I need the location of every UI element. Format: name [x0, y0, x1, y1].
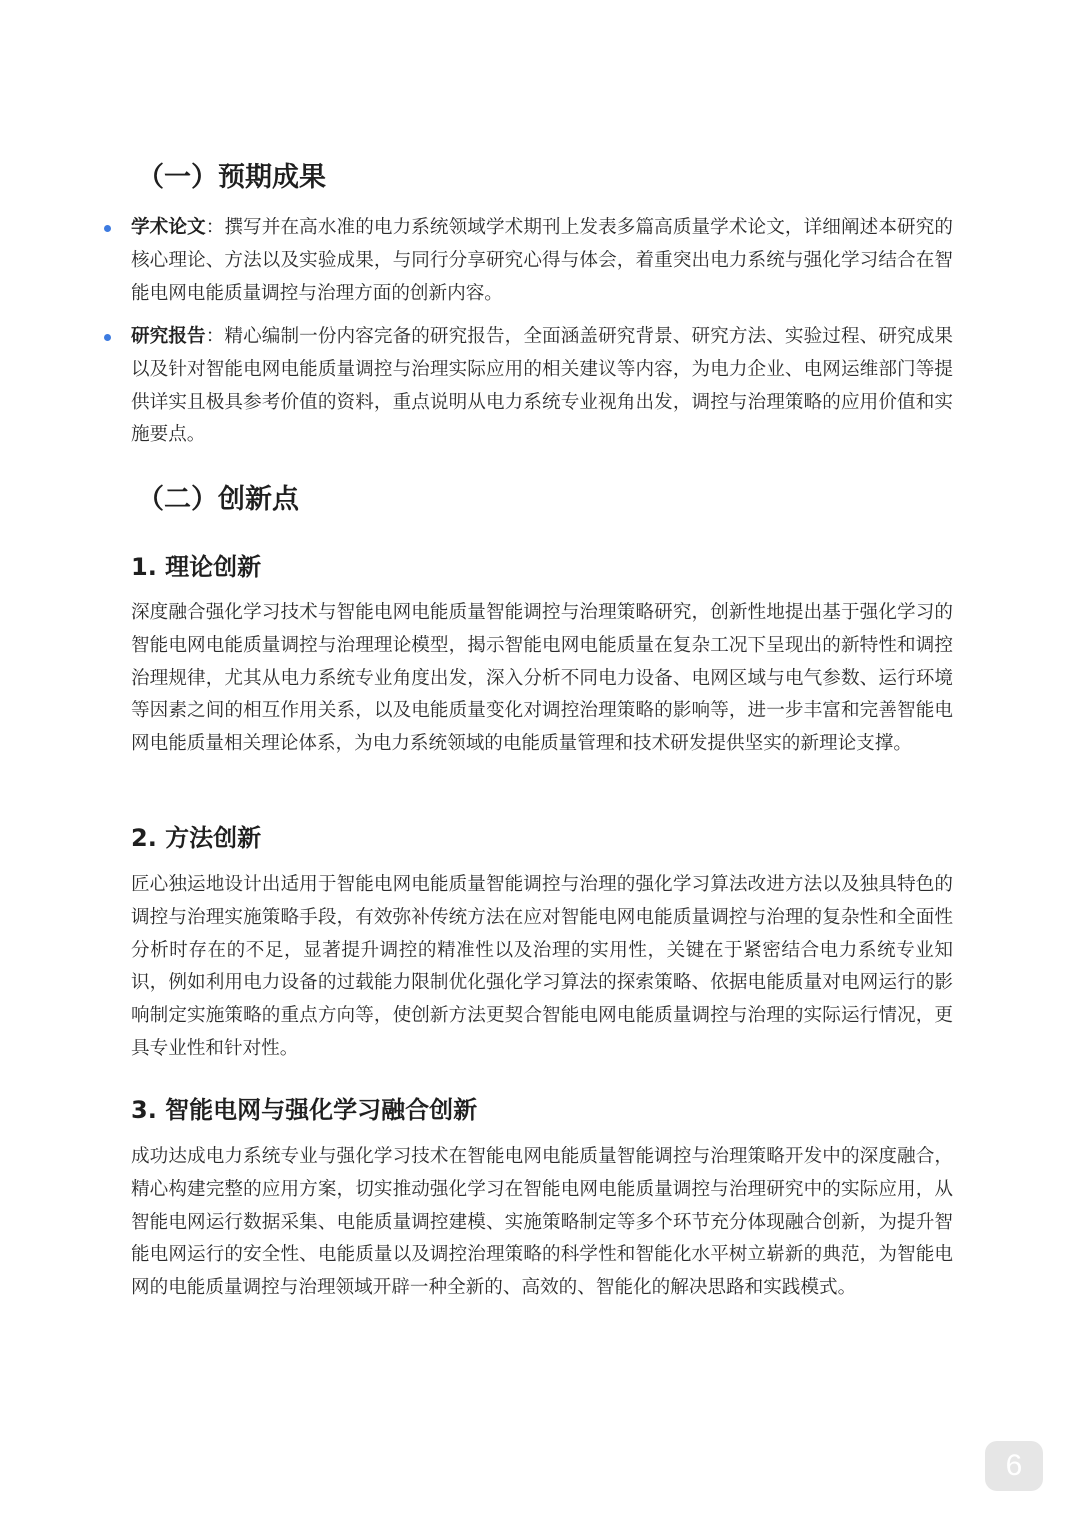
list-item	[104, 212, 954, 310]
page-number-badge: 6	[985, 1441, 1043, 1491]
subsection-body-theory: 深度融合强化学习技术与智能电网电能质量智能调控与治理策略研究，创新性地提出基于强化学习的智能电网电能质量调控与治理理论模型，揭示智能电网电能质量在复杂工况下呈现出的新特性和调控治理规律，尤其从电力系统专业角度出发，深入分析不同电力设备、电网区域与电气参数、运行环境等因素之间的相互作用关系，以及电能质量变化对调控治理策略的影响等，进一步丰富和完善智能电网电能质量相关理论体系，为电力系统领域的电能质量管理和技术研发提供坚实的新理论支撑。	[131, 602, 953, 755]
list-item-description: ：精心编制一份内容完备的研究报告，全面涵盖研究背景、研究方法、实验过程、研究成果以及针对智能电网电能质量调控与治理实际应用的相关建议等内容，为电力企业、电网运维部门等提供详实且极具参考价值的资料，重点说明从电力系统专业视角出发，调控与治理策略的应用价值和实施要点。	[131, 326, 953, 446]
list-item-term: 学术论文	[131, 217, 206, 238]
list-item-description: ：撰写并在高水准的电力系统领域学术期刊上发表多篇高质量学术论文，详细阐述本研究的核心理论、方法以及实验成果，与同行分享研究心得与体会，着重突出电力系统与强化学习结合在智能电网电能质量调控与治理方面的创新内容。	[131, 217, 953, 304]
list-item-text	[131, 321, 953, 452]
bullet-icon	[104, 225, 111, 232]
list-item-text	[131, 212, 953, 310]
bullet-icon	[104, 334, 111, 341]
list-item-term: 研究报告	[131, 326, 206, 347]
subsection-title-theory: 1. 理论创新	[131, 553, 262, 581]
subsection-body-method: 匠心独运地设计出适用于智能电网电能质量智能调控与治理的强化学习算法改进方法以及独具特色的调控与治理实施策略手段，有效弥补传统方法在应对智能电网电能质量调控与治理的复杂性和全面性分析时存在的不足，显著提升调控的精准性以及治理的实用性，关键在于紧密结合电力系统专业知识，例如利用电力设备的过载能力限制优化强化学习算法的探索策略、依据电能质量对电网运行的影响制定实施策略的重点方向等，使创新方法更契合智能电网电能质量调控与治理的实际运行情况，更具专业性和针对性。	[131, 874, 953, 1059]
subsection-body-fusion: 成功达成电力系统专业与强化学习技术在智能电网电能质量智能调控与治理策略开发中的深度融合，精心构建完整的应用方案，切实推动强化学习在智能电网电能质量调控与治理研究中的实际应用，从智能电网运行数据采集、电能质量调控建模、实施策略制定等多个环节充分体现融合创新，为提升智能电网运行的安全性、电能质量以及调控治理策略的科学性和智能化水平树立崭新的典范，为智能电网的电能质量调控与治理领域开辟一种全新的、高效的、智能化的解决思路和实践模式。	[131, 1146, 953, 1299]
subsection-title-fusion: 3. 智能电网与强化学习融合创新	[131, 1096, 478, 1124]
section-title-innovations: （二）创新点	[137, 484, 299, 515]
list-item	[104, 321, 954, 452]
subsection-title-method: 2. 方法创新	[131, 824, 262, 852]
section-title-expected-results: （一）预期成果	[137, 162, 326, 193]
